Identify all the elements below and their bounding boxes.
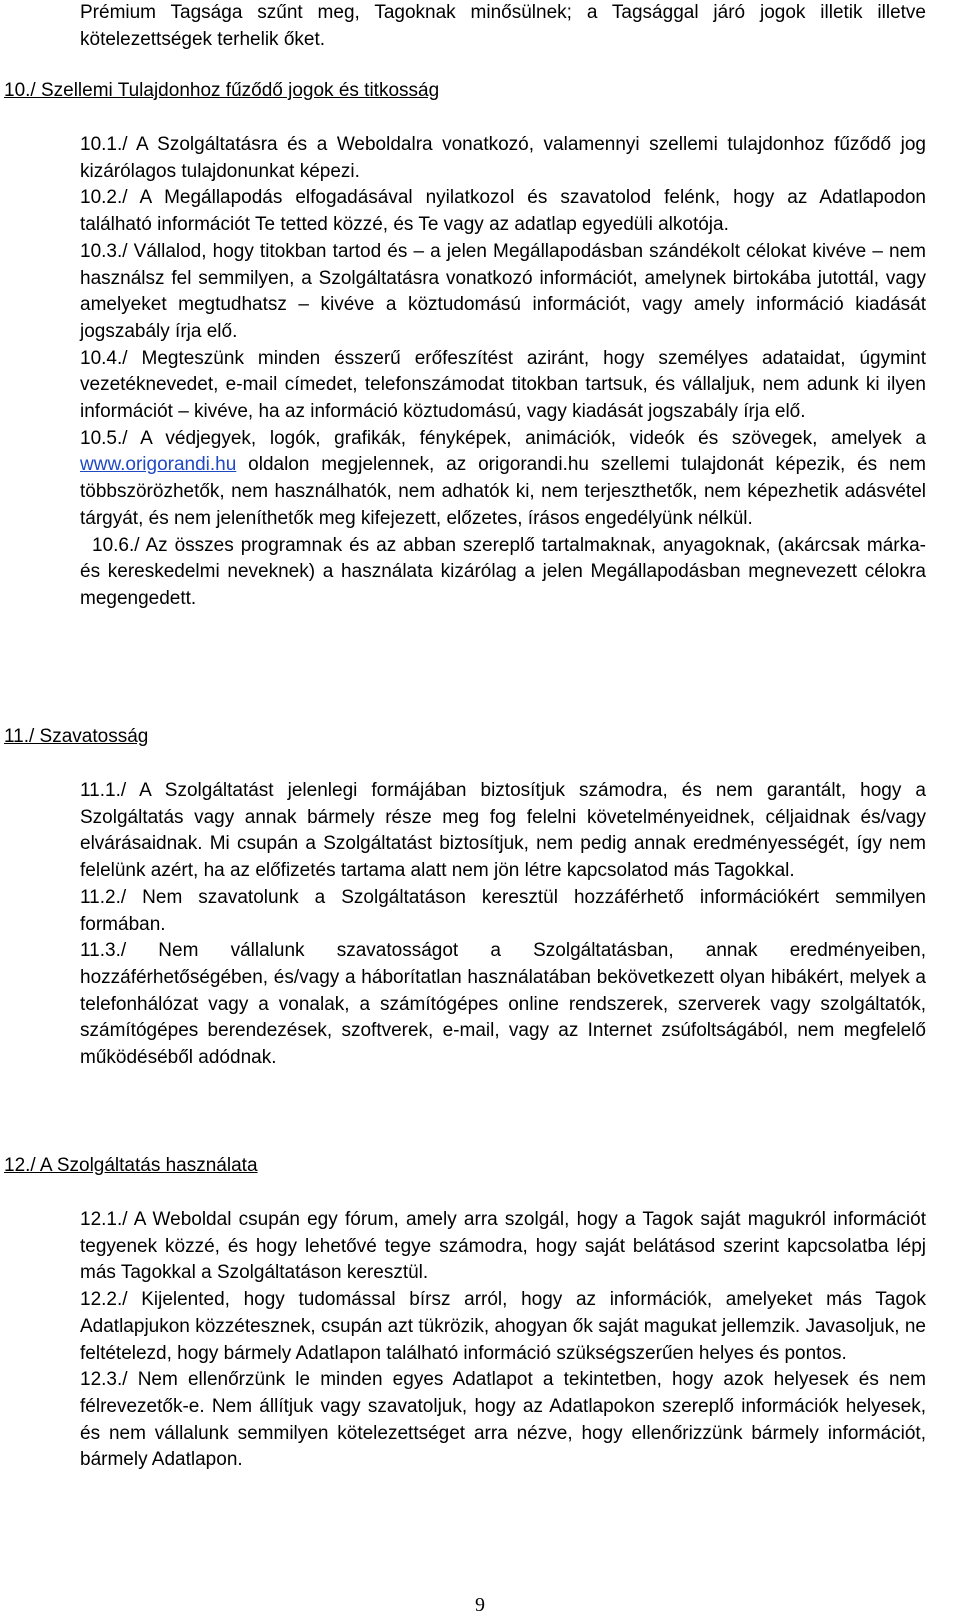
section-11-body (80, 778, 926, 1072)
paragraph-10-1: 10.1./ A Szolgáltatásra és a Weboldalra vonatkozó, valamennyi szellemi tulajdonhoz fűződő jog kizárólagos tulajdonunkat képezi. (80, 134, 926, 182)
section-11-heading: 11./ Szavatosság (4, 726, 149, 747)
paragraph-11-1: 11.1./ A Szolgáltatást jelenlegi formájában biztosítjuk számodra, és nem garantált, hogy a Szolgáltatás vagy annak bármely része meg fog felelni követelményeidnek, céljaidnak és/vagy elvárásaidnak. Mi csupán a Szolgáltatást biztosítjuk, nem pedig annak eredményességét, így nem felelünk azért, ha az előfizetés tartama alatt nem jön létre kapcsolatod más Tagokkal. (80, 780, 926, 882)
origorandi-link[interactable]: www.origorandi.hu (80, 454, 237, 476)
paragraph-10-6: 10.6./ Az összes programnak és az abban szereplő tartalmaknak, anyagoknak, (akárcsak márka- és kereskedelmi neveknek) a használata kizárólag a jelen Megállapodásban megnevezett célokra megengedett. (80, 534, 926, 609)
paragraph-10-5-text-a: 10.5./ A védjegyek, logók, grafikák, fényképek, animációk, videók és szövegek, amelyek a (80, 427, 926, 449)
paragraph-10-5-text-b: oldalon megjelennek, az origorandi.hu szellemi tulajdonát képezik, és nem többszörözhetők, nem használhatók, nem adhatók ki, nem terjeszthetők, nem képezhetik adásvétel tárgyát, és nem jeleníthetők meg kifejezett, előzetes, írásos engedélyünk nélkül. (80, 454, 926, 529)
paragraph-10-5 (80, 426, 926, 533)
paragraph-10-3: 10.3./ Vállalod, hogy titokban tartod és – a jelen Megállapodásban szándékolt célokat kivéve – nem használsz fel semmilyen, a Szolgáltatásra vonatkozó információt, amelynek birtokába jutottál, vagy amelyeket megtudhatsz – kivéve a köztudomású információt, vagy amely információ kiadását jogszabály írja elő. (80, 240, 926, 342)
paragraph-10-4: 10.4./ Megteszünk minden ésszerű erőfeszítést aziránt, hogy személyes adataidat, úgymint vezetéknevedet, e-mail címedet, telefonszámodat titokban tartsuk, és vállaljuk, nem adunk ki ilyen információt – kivéve, ha az információ köztudomású, vagy kiadását jogszabály írja elő. (80, 347, 926, 423)
section-10-heading: 10./ Szellemi Tulajdonhoz fűződő jogok és titkosság (4, 80, 440, 101)
paragraph-11-2: 11.2./ Nem szavatolunk a Szolgáltatáson keresztül hozzáférhető információkért semmilyen formában. (80, 886, 926, 935)
section-12-body (80, 1207, 926, 1474)
page-number: 9 (475, 1594, 485, 1616)
paragraph-12-3: 12.3./ Nem ellenőrzünk le minden egyes Adatlapot a tekintetben, hogy azok helyesek és nem félrevezetők-e. Nem állítjuk vagy szavatoljuk, hogy az Adatlapokon szereplő információk helyesek, és nem vállalunk semmilyen kötelezettséget arra nézve, hogy ellenőrizzünk bármely információt, bármely Adatlapon. (80, 1369, 926, 1471)
paragraph-12-1: 12.1./ A Weboldal csupán egy fórum, amely arra szolgál, hogy a Tagok saját magukról információt tegyenek közzé, és hogy lehetővé tegye számodra, hogy saját belátásod szerint kapcsolatba lépj más Tagokkal a Szolgáltatáson keresztül. (80, 1209, 926, 1284)
intro-paragraph: Prémium Tagsága szűnt meg, Tagoknak minősülnek; a Tagsággal járó jogok illetik illetve kötelezettségek terhelik őket. (80, 2, 926, 50)
section-12-heading: 12./ A Szolgáltatás használata (4, 1155, 258, 1176)
intro-block (80, 0, 926, 53)
section-10-body (80, 132, 926, 613)
paragraph-12-2: 12.2./ Kijelented, hogy tudomással bírsz arról, hogy az információk, amelyeket más Tagok Adatlapjukon közzétesznek, csupán azt tükrözik, ahogyan ők saját magukat jellemzik. Javasoljuk, ne feltételezd, hogy bármely Adatlapon található információ szükségszerűen helyes és pontos. (80, 1289, 926, 1364)
paragraph-10-2: 10.2./ A Megállapodás elfogadásával nyilatkozol és szavatolod felénk, hogy az Adatlapodon található információt Te tetted közzé, és Te vagy az adatlap egyedüli alkotója. (80, 187, 926, 236)
paragraph-11-3: 11.3./ Nem vállalunk szavatosságot a Szolgáltatásban, annak eredményeiben, hozzáférhetőségében, és/vagy a háborítatlan használatában bekövetkezett olyan hibákért, melyek a telefonhálózat vagy a vonalak, a számítógépes online rendszerek, szerverek vagy szolgáltatók, számítógépes berendezések, szoftverek, e-mail, vagy az Internet zsúfoltságából, nem megfelelő működéséből adódnak. (80, 940, 926, 1069)
